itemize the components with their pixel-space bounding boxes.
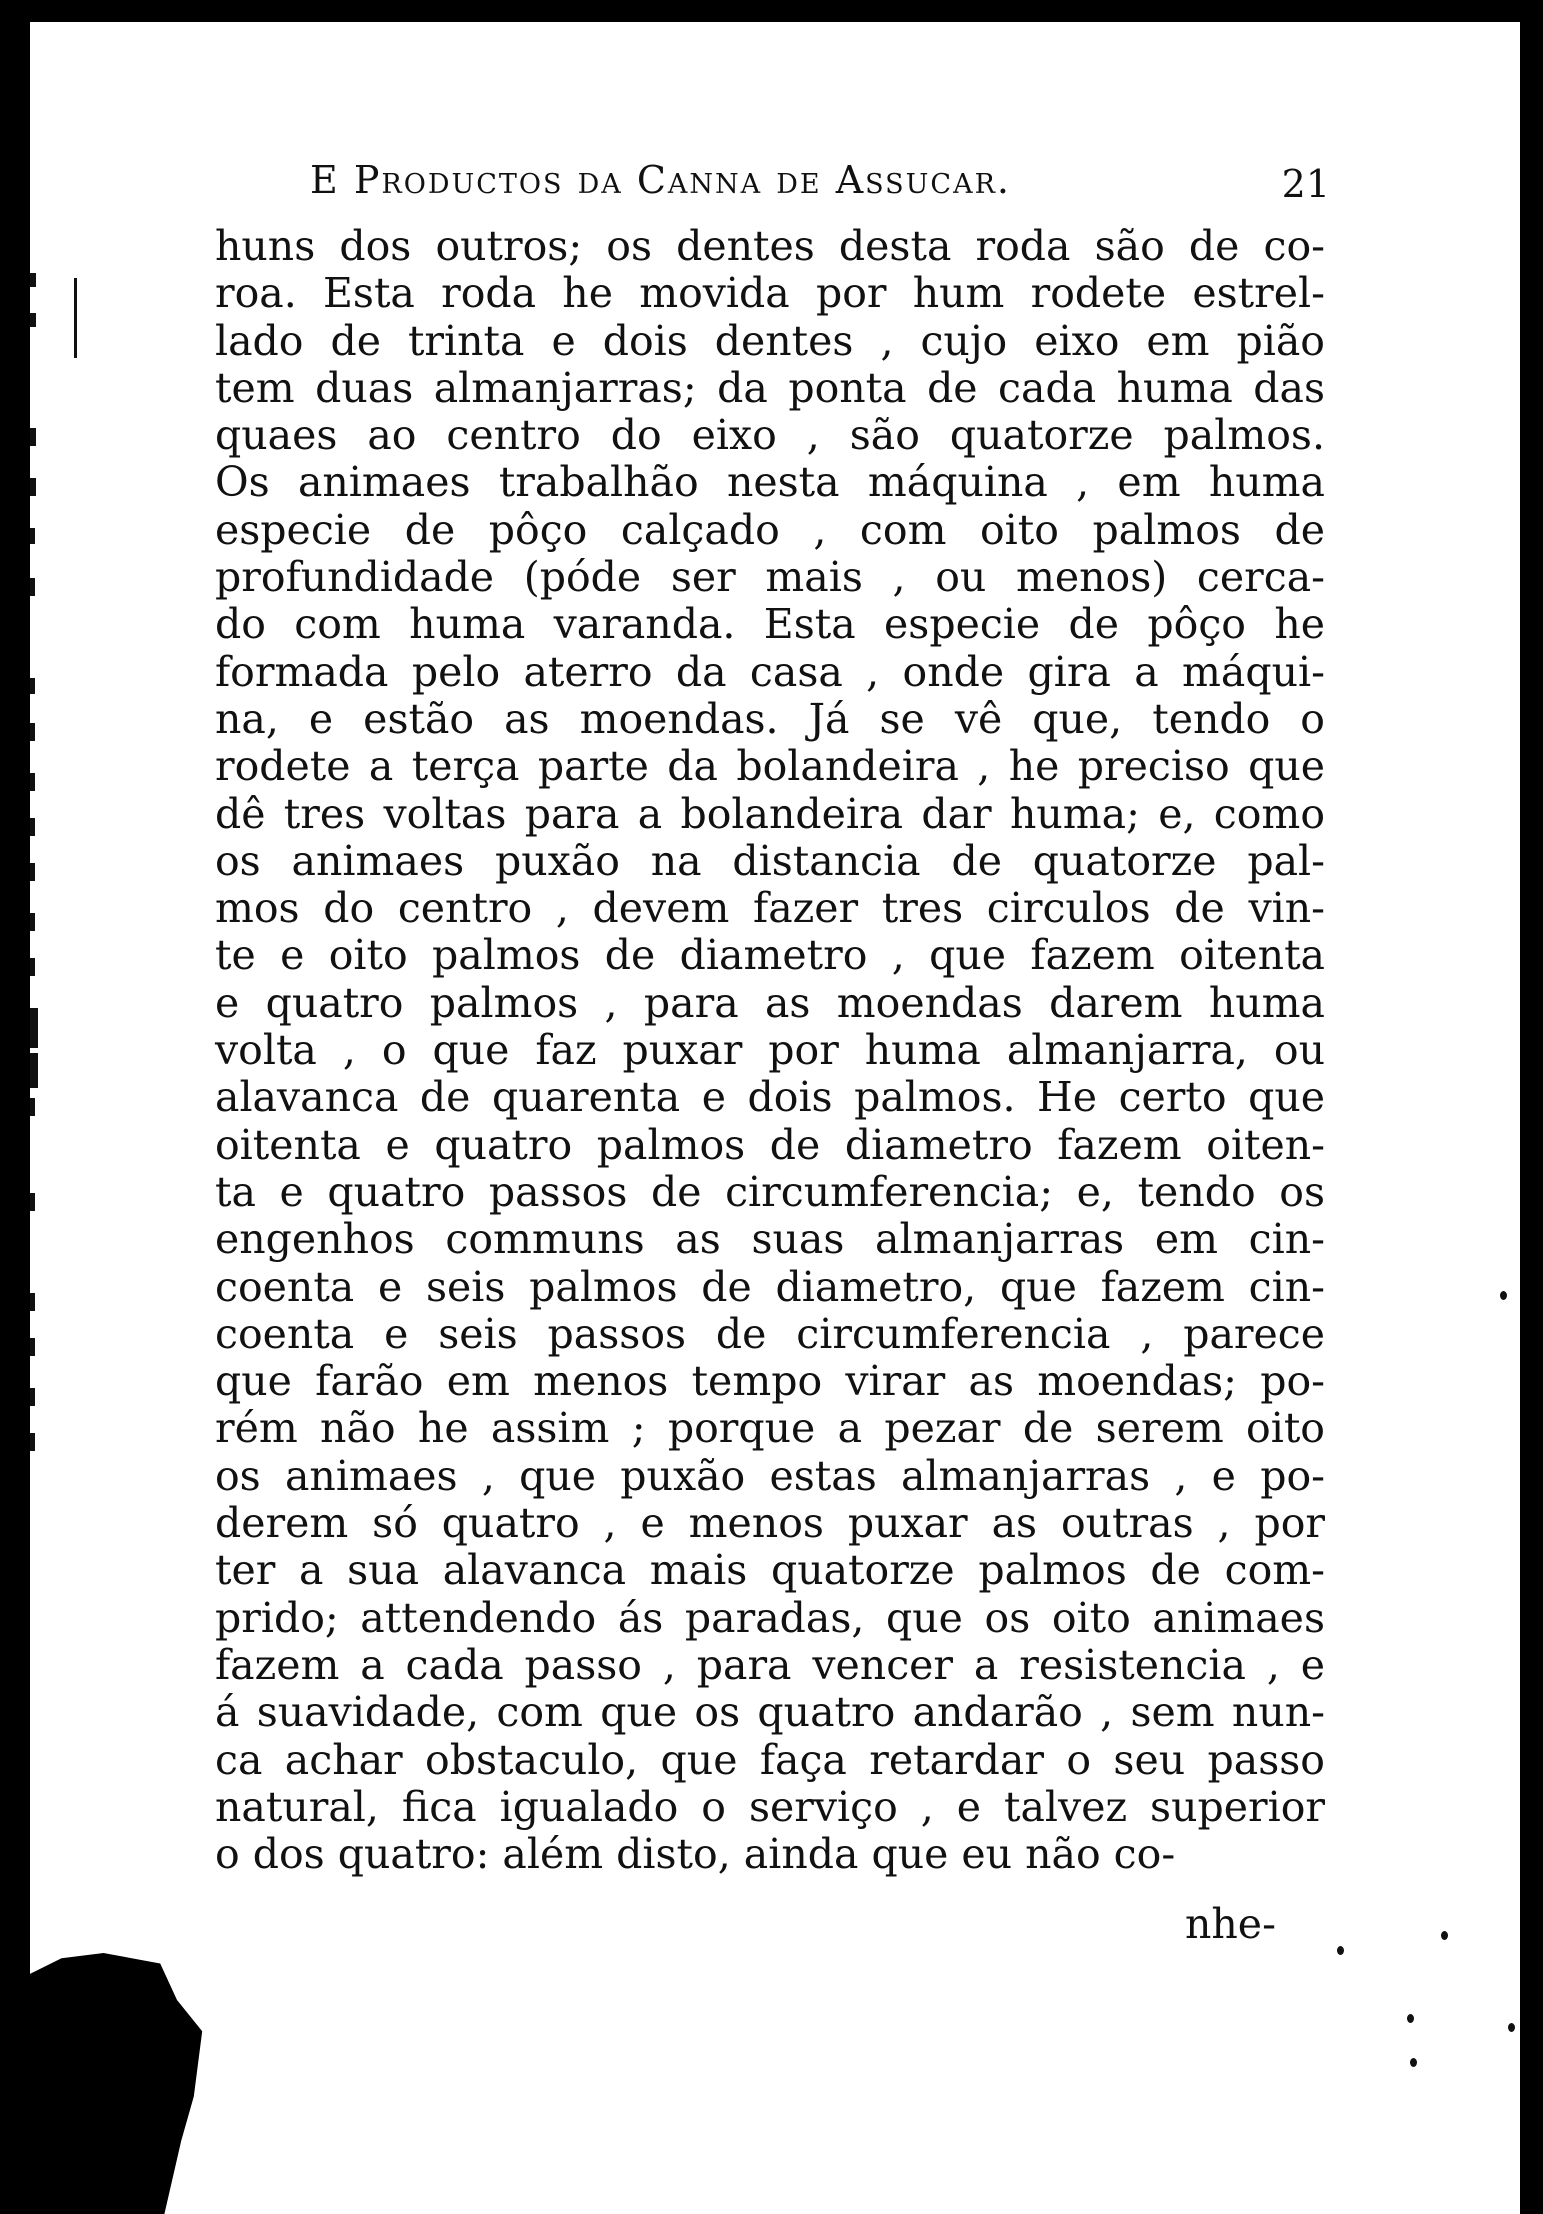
gutter-mark xyxy=(30,313,36,327)
text-line: lado de trinta e dois dentes , cujo eixo em pião xyxy=(215,316,1325,365)
text-line: Os animaes trabalhão nesta máquina , em huma xyxy=(215,458,1325,507)
text-line: roa. Esta roda he movida por hum rodete estrel- xyxy=(215,269,1325,318)
text-line: e quatro palmos , para as moendas darem huma xyxy=(215,978,1325,1027)
gutter-mark xyxy=(30,1433,35,1451)
gutter-mark xyxy=(30,958,35,976)
gutter-mark xyxy=(30,1338,35,1356)
gutter-mark xyxy=(74,278,77,358)
ink-speck xyxy=(1337,1946,1344,1955)
text-line: formada pelo aterro da casa , onde gira a máqui- xyxy=(215,647,1325,696)
text-line: quaes ao centro do eixo , são quatorze palmos. xyxy=(215,411,1325,460)
text-line: á suavidade, com que os quatro andarão , sem nun- xyxy=(215,1688,1325,1737)
text-line: os animaes puxão na distancia de quatorze pal- xyxy=(215,836,1325,885)
gutter-mark xyxy=(30,1053,38,1088)
gutter-mark xyxy=(30,428,36,446)
text-line: prido; attendendo ás paradas, que os oito animaes xyxy=(215,1593,1325,1642)
gutter-mark xyxy=(30,863,35,881)
gutter-mark xyxy=(30,818,35,836)
gutter-mark xyxy=(30,1388,35,1406)
book-page xyxy=(30,8,1538,2214)
gutter-mark xyxy=(30,1293,35,1311)
text-line: rodete a terça parte da bolandeira , he preciso que xyxy=(215,742,1325,791)
ink-speck xyxy=(1508,2023,1515,2032)
text-line: volta , o que faz puxar por huma almanjarra, ou xyxy=(215,1026,1325,1075)
ink-speck xyxy=(1407,2014,1414,2023)
ink-blot xyxy=(30,1953,240,2214)
gutter-mark xyxy=(30,678,35,694)
gutter-mark xyxy=(30,773,35,791)
gutter-mark xyxy=(30,1098,35,1116)
gutter-mark xyxy=(30,913,35,931)
running-header xyxy=(310,158,1330,206)
gutter-mark xyxy=(30,273,36,287)
ink-speck xyxy=(1410,2058,1417,2067)
scan-border-top xyxy=(30,8,1538,22)
text-line: alavanca de quarenta e dois palmos. He certo que xyxy=(215,1073,1325,1122)
page-number: 21 xyxy=(1281,162,1330,206)
text-line: ta e quatro passos de circumferencia; e, tendo os xyxy=(215,1167,1325,1216)
text-line: na, e estão as moendas. Já se vê que, tendo o xyxy=(215,694,1325,743)
text-line: derem só quatro , e menos puxar as outras , por xyxy=(215,1499,1325,1548)
scan-border-right xyxy=(1520,8,1538,2214)
text-line: coenta e seis palmos de diametro, que fazem cin- xyxy=(215,1262,1325,1311)
catchword: nhe- xyxy=(1185,1900,1276,1948)
gutter-mark xyxy=(30,723,35,741)
text-line: oitenta e quatro palmos de diametro fazem oiten- xyxy=(215,1120,1325,1169)
gutter-mark xyxy=(30,1193,35,1211)
text-line: que farão em menos tempo virar as moendas; po- xyxy=(215,1357,1325,1406)
gutter-mark xyxy=(30,528,35,544)
text-line: mos do centro , devem fazer tres circulos de vin- xyxy=(215,884,1325,933)
text-line: huns dos outros; os dentes desta roda são de co- xyxy=(215,222,1325,270)
text-line: fazem a cada passo , para vencer a resistencia , e xyxy=(215,1640,1325,1689)
text-line: profundidade (póde ser mais , ou menos) cerca- xyxy=(215,553,1325,602)
ink-speck xyxy=(1500,1291,1507,1300)
text-line: do com huma varanda. Esta especie de pôço he xyxy=(215,600,1325,649)
text-line: tem duas almanjarras; da ponta de cada huma das xyxy=(215,363,1325,412)
gutter-mark xyxy=(30,578,35,596)
text-line: ter a sua alavanca mais quatorze palmos de com- xyxy=(215,1546,1325,1595)
running-title: E Productos da Canna de Assucar. xyxy=(310,158,1011,202)
text-line: dê tres voltas para a bolandeira dar huma; e, como xyxy=(215,789,1325,838)
text-line: ca achar obstaculo, que faça retardar o seu passo xyxy=(215,1735,1325,1784)
text-line: te e oito palmos de diametro , que fazem oitenta xyxy=(215,931,1325,980)
text-line: especie de pôço calçado , com oito palmos de xyxy=(215,505,1325,554)
text-line: natural, fica igualado o serviço , e talvez superior xyxy=(215,1782,1325,1831)
text-line: coenta e seis passos de circumferencia , parece xyxy=(215,1309,1325,1358)
text-line: engenhos communs as suas almanjarras em cin- xyxy=(215,1215,1325,1264)
body-text xyxy=(215,223,1325,1878)
text-line: rém não he assim ; porque a pezar de serem oito xyxy=(215,1404,1325,1453)
text-line: os animaes , que puxão estas almanjarras , e po- xyxy=(215,1451,1325,1500)
text-line: o dos quatro: além disto, ainda que eu não co- xyxy=(215,1830,1176,1879)
ink-speck xyxy=(1441,1931,1448,1940)
gutter-mark xyxy=(30,478,36,496)
gutter-mark xyxy=(30,1008,38,1048)
